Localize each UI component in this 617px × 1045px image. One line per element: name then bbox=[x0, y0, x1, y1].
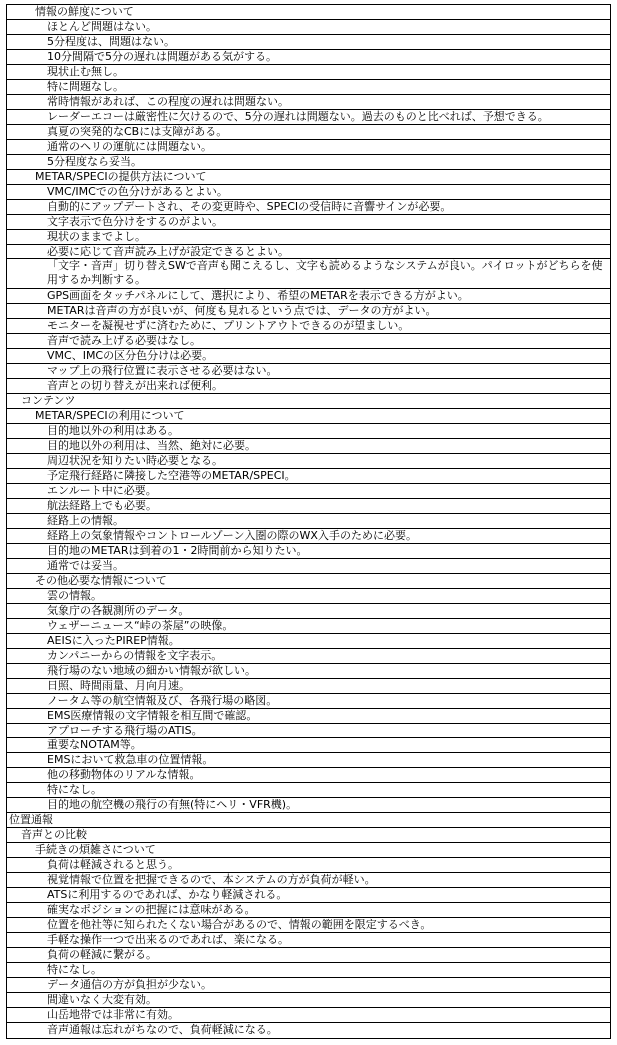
table-row: 経路上の気象情報やコントロールゾーン入圏の際のWX入手のために必要。 bbox=[7, 529, 610, 544]
table-row: 視覚情報で位置を把握できるので、本システムの方が負荷が軽い。 bbox=[7, 873, 610, 888]
table-row: 重要なNOTAM等。 bbox=[7, 738, 610, 753]
table-row: EMS医療情報の文字情報を相互間で確認。 bbox=[7, 709, 610, 724]
table-row: マップ上の飛行位置に表示させる必要はない。 bbox=[7, 364, 610, 379]
table-row: 他の移動物体のリアルな情報。 bbox=[7, 768, 610, 783]
table-row: VMC/IMCでの色分けがあるとよい。 bbox=[7, 185, 610, 200]
table-row: 特になし。 bbox=[7, 783, 610, 798]
table-row: 目的地のMETARは到着の1・2時間前から知りたい。 bbox=[7, 544, 610, 559]
table-row: 現状止む無し。 bbox=[7, 65, 610, 80]
table-row: レーダーエコーは厳密性に欠けるので、5分の遅れは問題ない。過去のものと比べれば、予想できる。 bbox=[7, 110, 610, 125]
table-row: 5分程度は、問題はない。 bbox=[7, 35, 610, 50]
table-row: 特に問題なし。 bbox=[7, 80, 610, 95]
table-row: 手軽な操作一つで出来るのであれば、楽になる。 bbox=[7, 933, 610, 948]
table-row: 間違いなく大変有効。 bbox=[7, 993, 610, 1008]
table-row: 気象庁の各観測所のデータ。 bbox=[7, 604, 610, 619]
table-row: 音声で読み上げる必要はなし。 bbox=[7, 334, 610, 349]
table-row: 確実なポジションの把握には意味がある。 bbox=[7, 903, 610, 918]
table-row: 経路上の情報。 bbox=[7, 514, 610, 529]
table-row: 予定飛行経路に隣接した空港等のMETAR/SPECI。 bbox=[7, 469, 610, 484]
table-row: 10分間隔で5分の遅れは問題がある気がする。 bbox=[7, 50, 610, 65]
table-row: EMSにおいて救急車の位置情報。 bbox=[7, 753, 610, 768]
table-row: 目的地以外の利用はある。 bbox=[7, 424, 610, 439]
table-row: 周辺状況を知りたい時必要となる。 bbox=[7, 454, 610, 469]
table-row: 航法経路上でも必要。 bbox=[7, 499, 610, 514]
section-heading-row: その他必要な情報について bbox=[7, 574, 610, 589]
section-heading-row: 情報の鮮度について bbox=[7, 5, 610, 20]
section-heading-row: 音声との比較 bbox=[7, 828, 610, 843]
table-row: 雲の情報。 bbox=[7, 589, 610, 604]
table-row: エンルート中に必要。 bbox=[7, 484, 610, 499]
table-row: ATSに利用するのであれば、かなり軽減される。 bbox=[7, 888, 610, 903]
section-heading-row: METAR/SPECIの利用について bbox=[7, 409, 610, 424]
table-row: モニターを凝視せずに済むために、プリントアウトできるのが望ましい。 bbox=[7, 319, 610, 334]
table-row: 通常では妥当。 bbox=[7, 559, 610, 574]
section-heading-row: 手続きの煩雑さについて bbox=[7, 843, 610, 858]
table-row: 目的地以外の利用は、当然、絶対に必要。 bbox=[7, 439, 610, 454]
table-row: カンパニーからの情報を文字表示。 bbox=[7, 649, 610, 664]
table-row: 真夏の突発的なCBには支障がある。 bbox=[7, 125, 610, 140]
table-row: 文字表示で色分けをするのがよい。 bbox=[7, 215, 610, 230]
survey-table bbox=[6, 4, 611, 1039]
table-row: 通常のヘリの運航には問題ない。 bbox=[7, 140, 610, 155]
table-row: 特になし。 bbox=[7, 963, 610, 978]
table-row: 位置を他社等に知られたくない場合があるので、情報の範囲を限定するべき。 bbox=[7, 918, 610, 933]
table-row: GPS画面をタッチパネルにして、選択により、希望のMETARを表示できる方がよい。 bbox=[7, 289, 610, 304]
table-row: 負荷は軽減されると思う。 bbox=[7, 858, 610, 873]
table-row: VMC、IMCの区分色分けは必要。 bbox=[7, 349, 610, 364]
table-row: ほとんど問題はない。 bbox=[7, 20, 610, 35]
table-row: 「文字・音声」切り替えSWで音声も聞こえるし、文字も読めるようなシステムが良い。パイロットがどちらを使用するか判断する。 bbox=[7, 259, 610, 289]
table-row: 飛行場のない地域の細かい情報が欲しい。 bbox=[7, 664, 610, 679]
table-row: ノータム等の航空情報及び、各飛行場の略図。 bbox=[7, 694, 610, 709]
table-row: 負荷の軽減に繋がる。 bbox=[7, 948, 610, 963]
table-row: ウェザーニュース“峠の茶屋”の映像。 bbox=[7, 619, 610, 634]
table-row: AEISに入ったPIREP情報。 bbox=[7, 634, 610, 649]
table-row: METARは音声の方が良いが、何度も見れるという点では、データの方がよい。 bbox=[7, 304, 610, 319]
table-row: アプローチする飛行場のATIS。 bbox=[7, 724, 610, 739]
section-heading-row: METAR/SPECIの提供方法について bbox=[7, 170, 610, 185]
table-row: 必要に応じて音声読み上げが設定できるとよい。 bbox=[7, 245, 610, 260]
table-row: 自動的にアップデートされ、その変更時や、SPECIの受信時に音響サインが必要。 bbox=[7, 200, 610, 215]
table-row: 常時情報があれば、この程度の遅れは問題ない。 bbox=[7, 95, 610, 110]
table-row: 5分程度なら妥当。 bbox=[7, 155, 610, 170]
table-row: 音声との切り替えが出来れば便利。 bbox=[7, 379, 610, 394]
table-row: 目的地の航空機の飛行の有無(特にヘリ・VFR機)。 bbox=[7, 798, 610, 813]
table-row: データ通信の方が負担が少ない。 bbox=[7, 978, 610, 993]
table-row: 日照、時間雨量、月向月速。 bbox=[7, 679, 610, 694]
section-heading-row: コンテンツ bbox=[7, 394, 610, 409]
table-row: 山岳地帯では非常に有効。 bbox=[7, 1008, 610, 1023]
table-row: 現状のままでよし。 bbox=[7, 230, 610, 245]
table-row: 音声通報は忘れがちなので、負荷軽減になる。 bbox=[47, 1022, 278, 1036]
section-heading-row: 位置通報 bbox=[7, 813, 610, 828]
